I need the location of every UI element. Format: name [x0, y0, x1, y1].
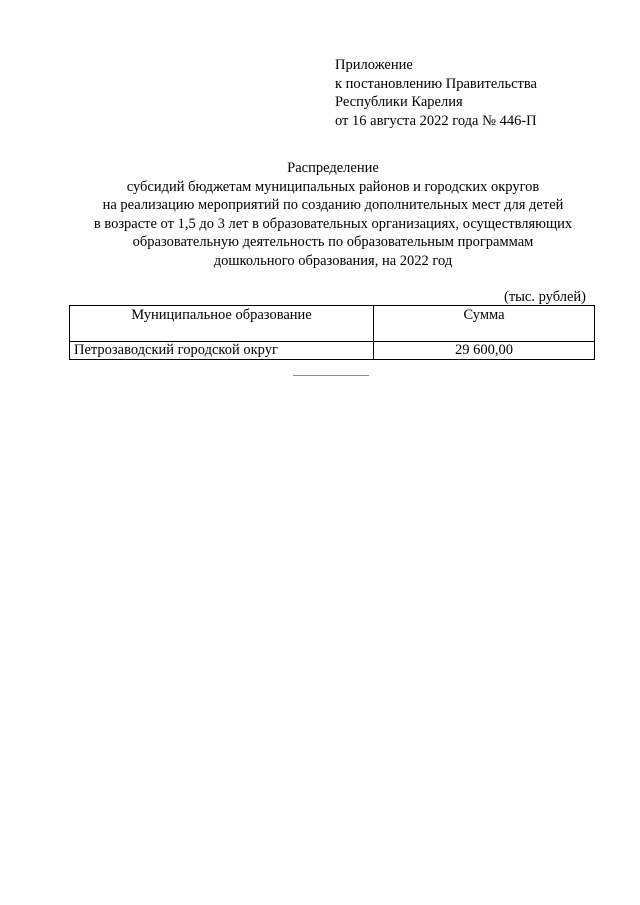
- appendix-block: [335, 56, 537, 130]
- distribution-table: [69, 305, 595, 360]
- appendix-line: от 16 августа 2022 года № 446-П: [335, 112, 537, 129]
- appendix-line: Республики Карелия: [335, 94, 463, 110]
- cell-municipality: Петрозаводский городской округ: [70, 342, 374, 360]
- title-line: субсидий бюджетам муниципальных районов и городских округов: [126, 178, 540, 195]
- title-line: Распределение: [287, 160, 379, 176]
- table-row: [70, 342, 595, 360]
- document-title: [40, 159, 626, 270]
- header-municipality: Муниципальное образование: [70, 306, 374, 342]
- cell-amount: 29 600,00: [374, 342, 595, 360]
- appendix-line: к постановлению Правительства: [335, 75, 537, 92]
- title-line: на реализацию мероприятий по созданию дополнительных мест для детей: [102, 197, 564, 213]
- end-separator-line: [293, 375, 369, 376]
- title-line: образовательную деятельность по образовательным программам: [132, 234, 534, 250]
- title-line: дошкольного образования, на 2022 год: [213, 252, 453, 269]
- header-amount: Сумма: [374, 306, 595, 342]
- units-label: (тыс. рублей): [504, 289, 586, 305]
- appendix-line: Приложение: [335, 57, 413, 73]
- title-line: в возрасте от 1,5 до 3 лет в образовательных организациях, осуществляющих: [93, 215, 573, 232]
- table-header-row: [70, 306, 595, 342]
